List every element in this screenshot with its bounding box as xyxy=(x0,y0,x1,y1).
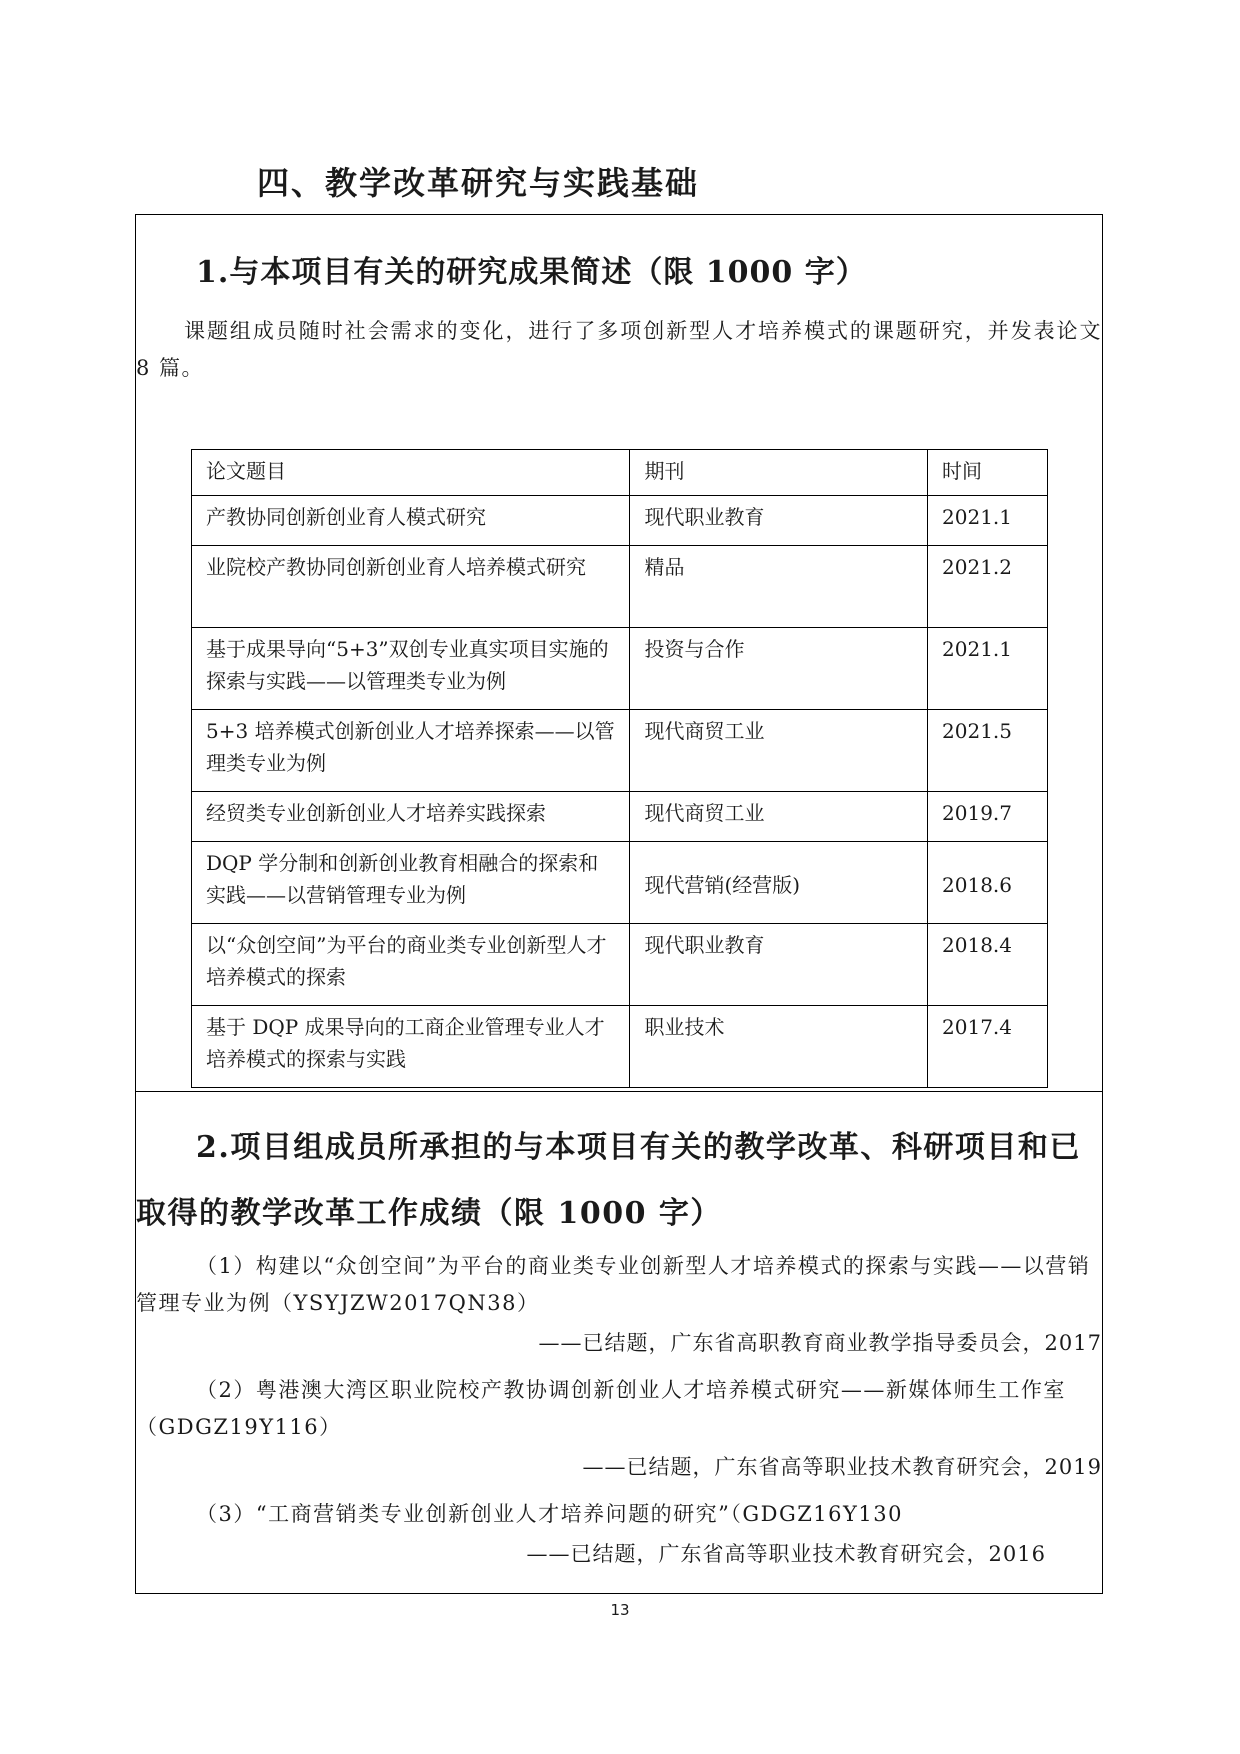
paper-journal: 现代职业教育 xyxy=(630,496,928,546)
project-item-text: （1）构建以“众创空间”为平台的商业类专业创新型人才培养模式的探索与实践——以营销管理专业为例（YSYJZW2017QN38） xyxy=(136,1254,1091,1315)
project-item-text: （2）粤港澳大湾区职业院校产教协调创新创业人才培养模式研究——新媒体师生工作室（GDGZ19Y116） xyxy=(136,1378,1066,1439)
paper-title: 业院校产教协同创新创业育人培养模式研究 xyxy=(192,546,630,628)
header-time: 时间 xyxy=(928,450,1048,496)
table-row xyxy=(192,628,1048,710)
paper-time: 2019.7 xyxy=(928,792,1048,842)
paper-journal: 现代商贸工业 xyxy=(630,710,928,792)
paper-journal: 现代职业教育 xyxy=(630,924,928,1006)
form-box xyxy=(135,214,1103,1594)
section2-title: 2.项目组成员所承担的与本项目有关的教学改革、科研项目和已取得的教学改革工作成绩（限 1000 字） xyxy=(136,1130,1081,1231)
header-journal: 期刊 xyxy=(630,450,928,496)
paper-journal: 精品 xyxy=(630,546,928,628)
paper-time: 2021.1 xyxy=(928,628,1048,710)
paper-title: 经贸类专业创新创业人才培养实践探索 xyxy=(192,792,630,842)
paper-title: 以“众创空间”为平台的商业类专业创新型人才培养模式的探索 xyxy=(192,924,630,1006)
paper-time: 2021.5 xyxy=(928,710,1048,792)
table-row xyxy=(192,710,1048,792)
header-title: 论文题目 xyxy=(192,450,630,496)
table-row xyxy=(192,792,1048,842)
paper-journal: 现代营销(经营版) xyxy=(630,842,928,924)
paper-title: DQP 学分制和创新创业教育相融合的探索和实践——以营销管理专业为例 xyxy=(192,842,630,924)
paper-time: 2017.4 xyxy=(928,1006,1048,1088)
project-item-source: ——已结题，广东省高职教育商业教学指导委员会，2017 xyxy=(538,1331,1102,1355)
paper-time: 2021.2 xyxy=(928,546,1048,628)
section1-title: 1.与本项目有关的研究成果简述（限 1000 字） xyxy=(196,255,867,290)
paper-title: 基于 DQP 成果导向的工商企业管理专业人才培养模式的探索与实践 xyxy=(192,1006,630,1088)
paper-title: 基于成果导向“5+3”双创专业真实项目实施的探索与实践——以管理类专业为例 xyxy=(192,628,630,710)
paper-title: 5+3 培养模式创新创业人才培养探索——以管理类专业为例 xyxy=(192,710,630,792)
paper-title: 产教协同创新创业育人模式研究 xyxy=(192,496,630,546)
paper-journal: 投资与合作 xyxy=(630,628,928,710)
project-item-text: （3）“工商营销类专业创新创业人才培养问题的研究”（GDGZ16Y130 xyxy=(196,1502,903,1526)
section1-body: 课题组成员随时社会需求的变化，进行了多项创新型人才培养模式的课题研究，并发表论文 8 篇。 xyxy=(136,319,1102,380)
table-row xyxy=(192,924,1048,1006)
table-row xyxy=(192,1006,1048,1088)
paper-time: 2021.1 xyxy=(928,496,1048,546)
project-item-source: ——已结题，广东省高等职业技术教育研究会，2016 xyxy=(526,1542,1046,1566)
table-row xyxy=(192,546,1048,628)
paper-journal: 现代商贸工业 xyxy=(630,792,928,842)
project-list xyxy=(136,1248,1102,1583)
table-row xyxy=(192,842,1048,924)
paper-journal: 职业技术 xyxy=(630,1006,928,1088)
page-number: 13 xyxy=(610,1601,630,1619)
project-item-source: ——已结题，广东省高等职业技术教育研究会，2019 xyxy=(582,1455,1102,1479)
paper-time: 2018.4 xyxy=(928,924,1048,1006)
section-divider xyxy=(136,1091,1102,1092)
page-heading: 四、教学改革研究与实践基础 xyxy=(257,164,700,202)
papers-table xyxy=(191,449,1048,1088)
table-row xyxy=(192,496,1048,546)
paper-time: 2018.6 xyxy=(928,842,1048,924)
table-header-row xyxy=(192,450,1048,496)
